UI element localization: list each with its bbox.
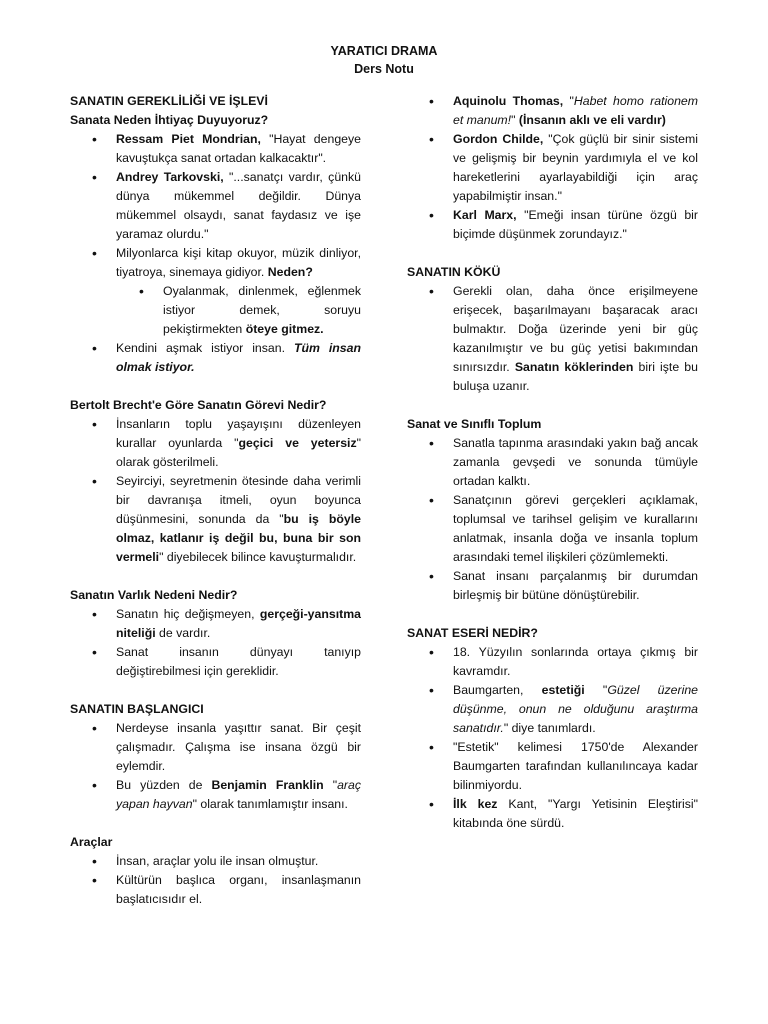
list-item: • Baumgarten, estetiği "Güzel üzerine düşünme, onun ne olduğunu araştırma sanatıdır." diye tanımlardı. [407, 681, 698, 738]
section-heading: SANATIN BAŞLANGICI [70, 702, 204, 716]
left-column [70, 92, 361, 909]
list-item: • Sanatla tapınma arasındaki yakın bağ ancak zamanla gevşedi ve sonunda tümüyle ortadan kalktı. [407, 434, 698, 491]
list-item: • "Estetik" kelimesi 1750'de Alexander Baumgarten tarafından kullanılıncaya kadar bilinmiyordu. [407, 738, 698, 795]
document-title [0, 42, 768, 78]
list-item: • Sanat insanı parçalanmış bir durumdan birleşmiş bir bütüne dönüştürebilir. [407, 567, 698, 605]
section-heading: SANAT ESERİ NEDİR? [407, 626, 538, 640]
subsection-heading: Sanatın Varlık Nedeni Nedir? [70, 588, 238, 602]
bullet-list [70, 719, 361, 814]
bullet-list [70, 415, 361, 567]
list-item: • Seyirciyi, seyretmenin ötesinde daha verimli bir davranışa itmeli, oyun boyunca düşünmesini, sonunda da "bu iş böyle olmaz, katlanır iş değil bu, buna bir son vermeli" diyebilecek bilince kavuşturmalıdır. [70, 472, 361, 567]
list-item: • Nerdeyse insanla yaşıttır sanat. Bir çeşit çalışmadır. Çalışma ise insana özgü bir eylemdir. [70, 719, 361, 776]
bullet-list [407, 92, 698, 244]
list-item: • İnsan, araçlar yolu ile insan olmuştur. [70, 852, 361, 871]
list-item: • Kültürün başlıca organı, insanlaşmanın başlatıcısıdır el. [70, 871, 361, 909]
list-item: • Sanat insanın dünyayı tanıyıp değiştirebilmesi için gereklidir. [70, 643, 361, 681]
list-item: • Sanatçının görevi gerçekleri açıklamak, toplumsal ve tarihsel gelişim ve kurallarını anlatmak, insanla doğa ve insanla toplum arasındaki temel ilişkileri çözümlemekti. [407, 491, 698, 567]
subsection-heading: Sanata Neden İhtiyaç Duyuyoruz? [70, 113, 269, 127]
bullet-list [70, 130, 361, 377]
list-item: • Aquinolu Thomas, "Habet homo rationem et manum!" (İnsanın aklı ve eli vardır) [407, 92, 698, 130]
list-item: • Ressam Piet Mondrian, "Hayat dengeye kavuştukça sanat ortadan kalkacaktır". [70, 130, 361, 168]
list-item: • Milyonlarca kişi kitap okuyor, müzik dinliyor, tiyatroya, sinemaya gidiyor. Neden? [70, 244, 361, 282]
subsection-heading: Bertolt Brecht'e Göre Sanatın Görevi Nedir? [70, 398, 327, 412]
subsection-heading: Sanat ve Sınıflı Toplum [407, 417, 542, 431]
section-heading: SANATIN KÖKÜ [407, 265, 501, 279]
title-line: YARATICI DRAMA [330, 44, 438, 58]
list-item: • Gerekli olan, daha önce erişilmeyene erişecek, başarılmayanı başaracak aracı bulmaktır. Doğa üzerinde yeni bir güç kazanılmıştır ve bu güç yetisi bakımından sınırsızdır. Sanatın köklerinden biri işte bu buluşa uzanır. [407, 282, 698, 396]
list-item: • 18. Yüzyılın sonlarında ortaya çıkmış bir kavramdır. [407, 643, 698, 681]
list-item: • İnsanların toplu yaşayışını düzenleyen kurallar oyunlarda "geçici ve yetersiz" olarak gösterilmeli. [70, 415, 361, 472]
list-item: • Gordon Childe, "Çok güçlü bir sinir sistemi ve gelişmiş bir beynin yardımıyla el ve kol hareketlerini ayarlayabildiği için araç yapabilmiştir insan." [407, 130, 698, 206]
bullet-list [407, 643, 698, 833]
list-item-nested: • Oyalanmak, dinlenmek, eğlenmek istiyor demek, soruyu pekiştirmekten öteye gitmez. [70, 282, 361, 339]
subsection-heading: Araçlar [70, 835, 113, 849]
list-item: • Bu yüzden de Benjamin Franklin "araç yapan hayvan" olarak tanımlamıştır insanı. [70, 776, 361, 814]
list-item: • Karl Marx, "Emeği insan türüne özgü bir biçimde düşünmek zorundayız." [407, 206, 698, 244]
bullet-list [70, 852, 361, 909]
list-item: • Andrey Tarkovski, "...sanatçı vardır, çünkü dünya mükemmel değildir. Dünya mükemmel olsaydı, sanat faydasız ve işe yaramaz olurdu." [70, 168, 361, 244]
list-item: • Sanatın hiç değişmeyen, gerçeği-yansıtma niteliği de vardır. [70, 605, 361, 643]
right-column [407, 92, 698, 833]
bullet-list [407, 434, 698, 605]
bullet-list [70, 605, 361, 681]
list-item: • Kendini aşmak istiyor insan. Tüm insan olmak istiyor. [70, 339, 361, 377]
subtitle-line: Ders Notu [354, 62, 414, 76]
list-item: • İlk kez Kant, "Yargı Yetisinin Eleştirisi" kitabında öne sürdü. [407, 795, 698, 833]
bullet-list [407, 282, 698, 396]
section-heading: SANATIN GEREKLİLİĞİ VE İŞLEVİ [70, 94, 268, 108]
